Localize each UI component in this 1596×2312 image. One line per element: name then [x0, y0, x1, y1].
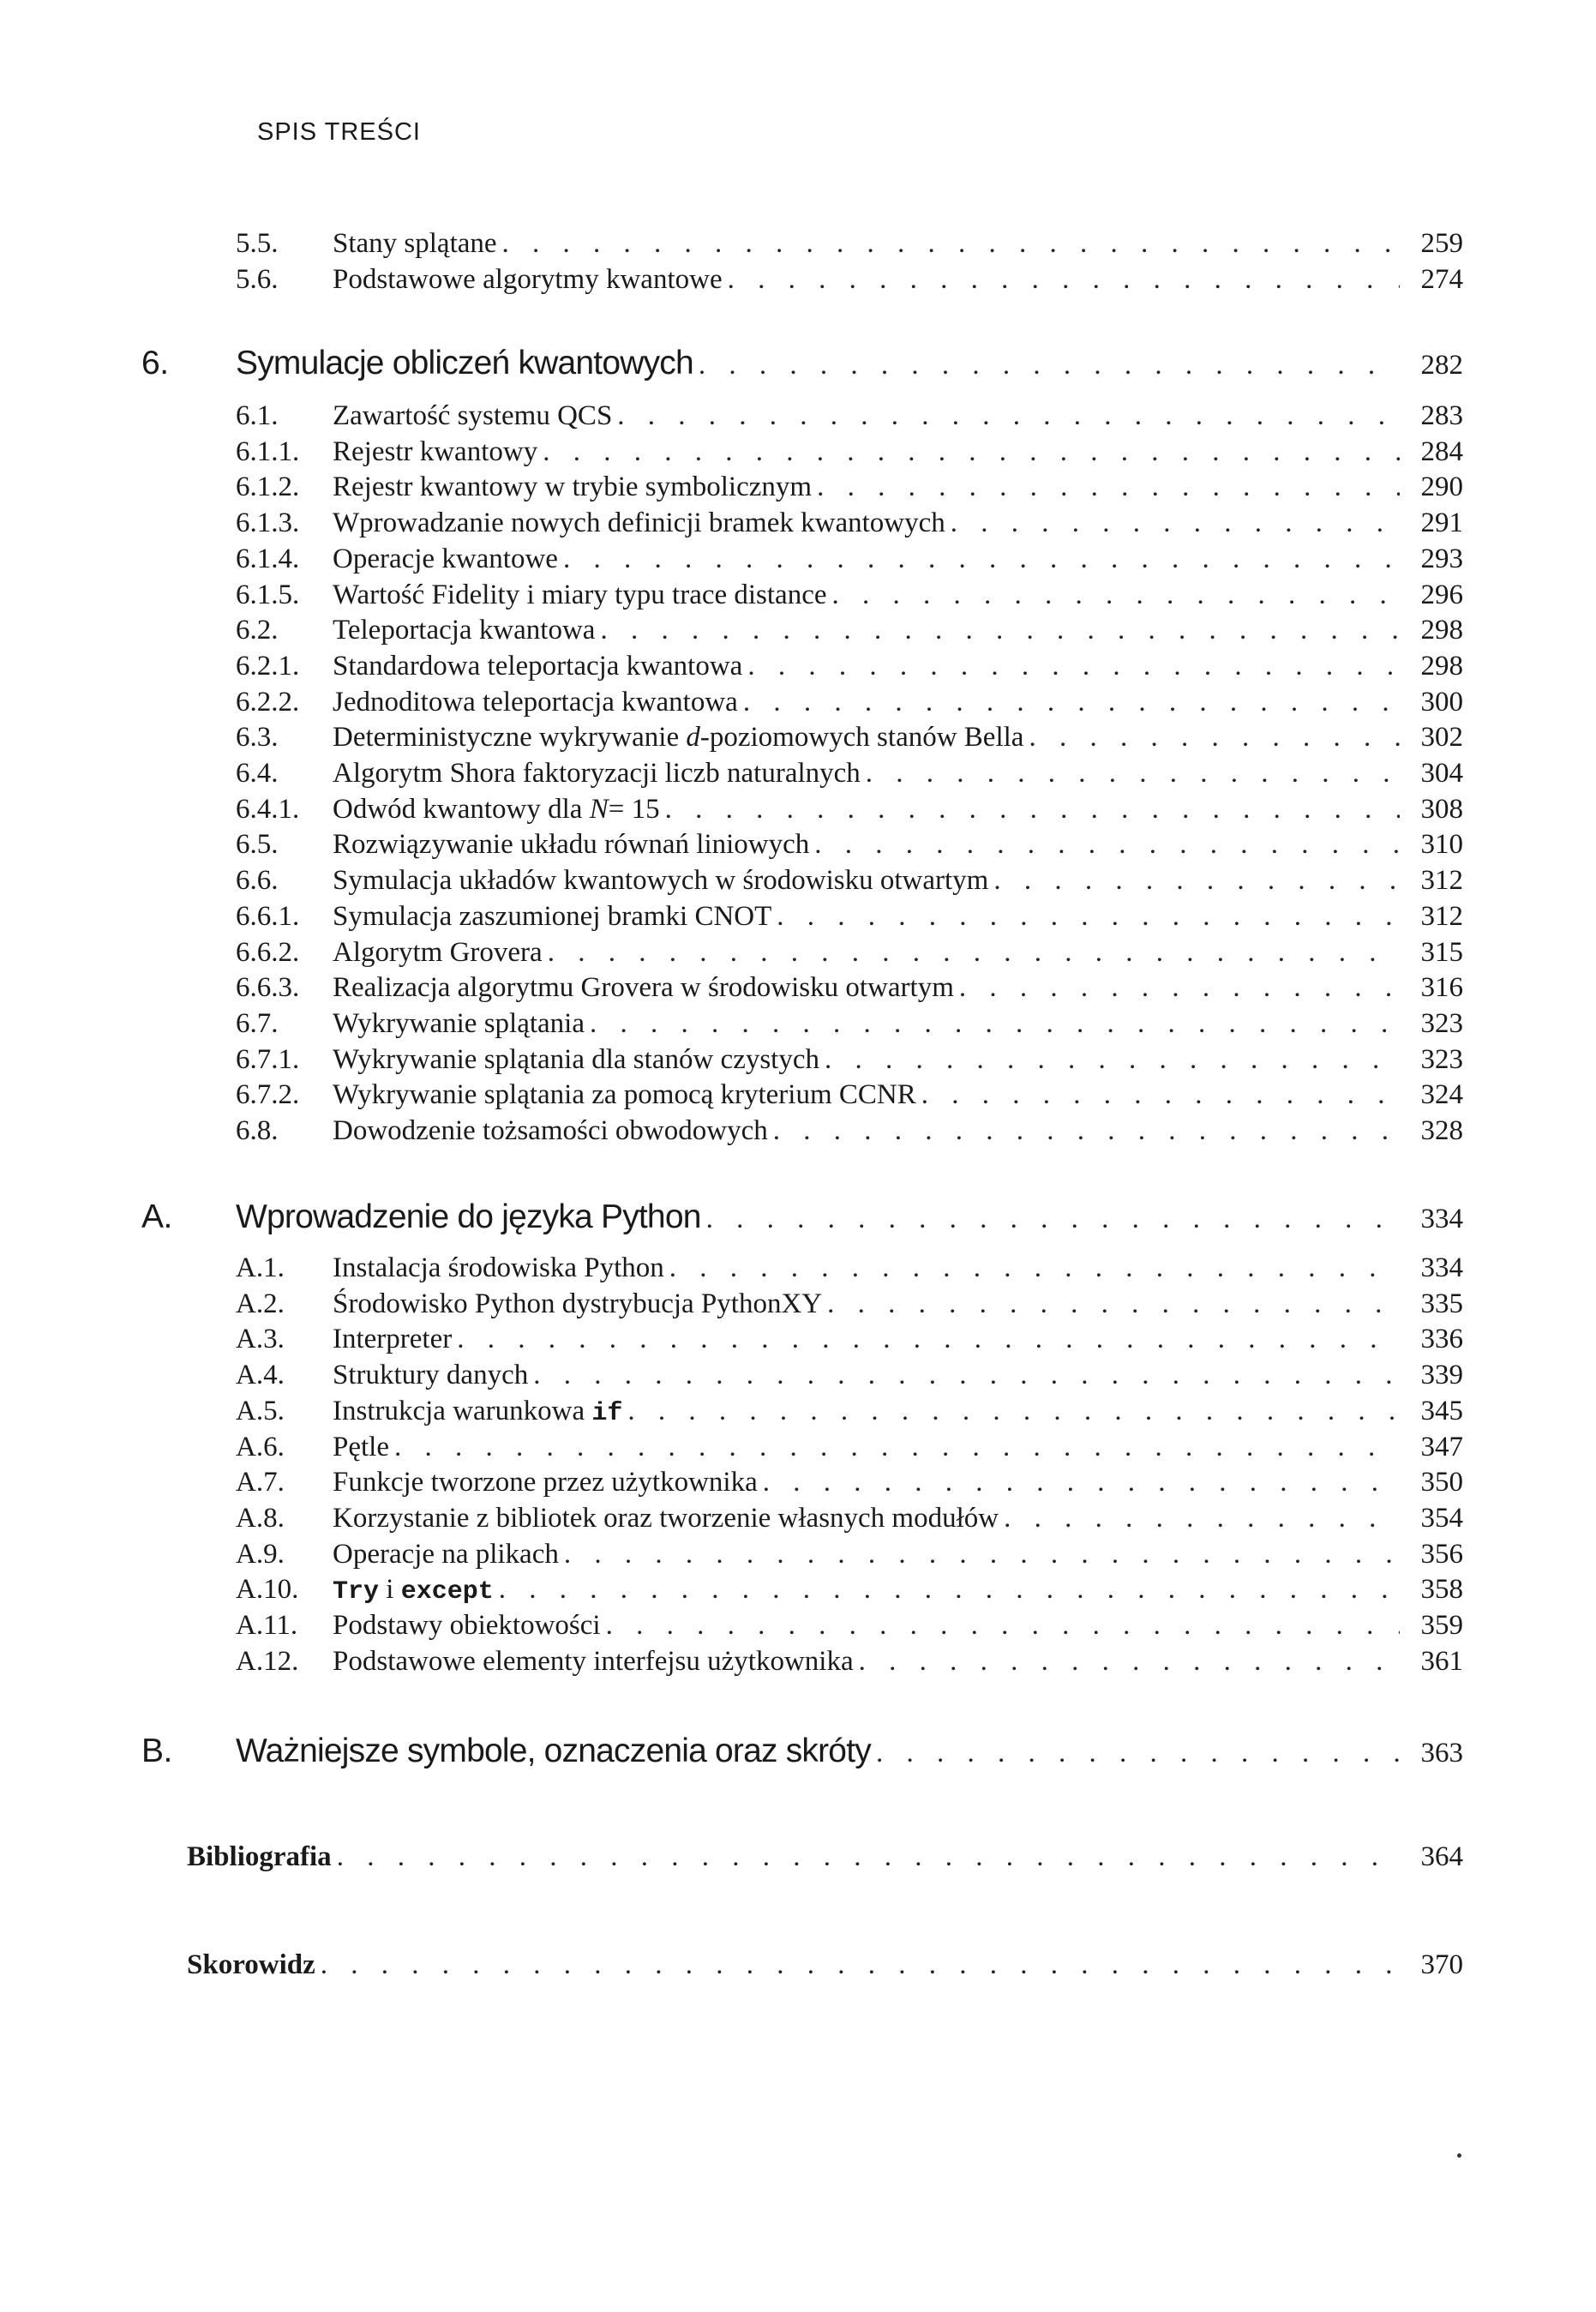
entry-number: 6.2.2. — [236, 686, 300, 718]
entry-title-row — [333, 934, 1463, 971]
entry-number: 6.4.1. — [236, 793, 300, 825]
dot-leader — [773, 1112, 1400, 1150]
math-variable: N — [589, 793, 609, 825]
dot-leader — [951, 504, 1400, 542]
entry-title-row — [333, 1112, 1463, 1150]
entry-title-text: Rejestr kwantowy — [333, 435, 538, 467]
toc-entry — [0, 1606, 1596, 1644]
entry-number: A.12. — [236, 1645, 299, 1677]
entry-title-text: Struktury danych — [333, 1360, 529, 1391]
entry-title — [333, 433, 537, 471]
page-number: 336 — [1420, 1324, 1463, 1355]
entry-title-text: = 15 — [608, 793, 660, 825]
entry-title-row — [333, 826, 1463, 863]
entry-title-row — [333, 397, 1463, 435]
dot-leader — [617, 397, 1400, 435]
toc-entry — [0, 754, 1596, 792]
toc-entry — [0, 1285, 1596, 1323]
entry-title — [333, 1285, 822, 1323]
entry-title-row — [236, 345, 1463, 384]
toc-entry — [0, 934, 1596, 971]
math-variable: d — [686, 722, 700, 754]
entry-title-row — [333, 683, 1463, 721]
entry-title-text: Jednoditowa teleportacja kwantowa — [333, 686, 738, 718]
dot-leader — [564, 1535, 1400, 1573]
entry-number: 6.6.2. — [236, 936, 300, 968]
entry-title-row — [333, 1642, 1463, 1680]
entry-number: 6.1.5. — [236, 579, 300, 610]
toc-entry — [0, 1041, 1596, 1078]
toc-entry — [0, 1463, 1596, 1501]
entry-title-row — [333, 1356, 1463, 1394]
entry-title-row — [333, 540, 1463, 578]
toc-entry — [0, 611, 1596, 649]
entry-number: B. — [141, 1732, 172, 1769]
entry-title — [236, 345, 693, 382]
entry-title-text: Środowisko Python dystrybucja PythonXY — [333, 1288, 823, 1319]
page-number: 259 — [1420, 228, 1463, 259]
toc-entry — [0, 826, 1596, 863]
toc-entry — [0, 433, 1596, 471]
entry-title-row — [333, 1392, 1463, 1432]
entry-number: 6.1.1. — [236, 435, 300, 467]
entry-title — [333, 1392, 622, 1432]
page-number: 282 — [1420, 350, 1463, 381]
entry-number: 6.7.2. — [236, 1079, 300, 1111]
entry-title-row — [333, 1005, 1463, 1042]
entry-title — [333, 540, 558, 578]
page-number: 339 — [1420, 1360, 1463, 1391]
dot-leader — [699, 346, 1400, 384]
dot-leader — [817, 468, 1400, 506]
entry-title-row — [333, 433, 1463, 471]
running-head: SPIS TREŚCI — [257, 118, 421, 146]
dot-leader — [457, 1320, 1400, 1358]
entry-title-text: Symulacja zaszumionej bramki CNOT — [333, 900, 772, 932]
entry-number: 6.1. — [236, 400, 279, 431]
page-number: 358 — [1420, 1574, 1463, 1606]
entry-title-text: Wartość Fidelity i miary typu trace distance — [333, 579, 827, 610]
entry-number: 6.1.4. — [236, 543, 300, 574]
toc-entry — [0, 1076, 1596, 1114]
entry-title-text: Rozwiązywanie układu równań liniowych — [333, 829, 810, 861]
dot-leader — [959, 969, 1400, 1006]
toc-entry — [0, 1570, 1596, 1608]
toc-entry — [0, 261, 1596, 298]
entry-number: 6.5. — [236, 829, 279, 861]
dot-leader — [743, 683, 1400, 721]
entry-title-text: Dowodzenie tożsamości obwodowych — [333, 1115, 768, 1146]
entry-title — [333, 576, 827, 614]
entry-title-row — [333, 1463, 1463, 1501]
entry-title — [333, 611, 595, 649]
entry-title-text: Stany splątane — [333, 228, 497, 259]
entry-title — [333, 468, 812, 506]
entry-title — [333, 826, 809, 863]
page-number: 310 — [1420, 829, 1463, 861]
entry-title — [333, 1642, 854, 1680]
toc-entry — [0, 718, 1596, 756]
dot-leader — [563, 540, 1400, 578]
entry-number: A.4. — [236, 1360, 285, 1391]
dot-leader — [499, 1570, 1400, 1608]
toc-entry — [0, 647, 1596, 685]
toc-entry — [0, 969, 1596, 1006]
entry-number: 6. — [141, 345, 169, 381]
entry-title-text: Rejestr kwantowy w trybie symbolicznym — [333, 471, 813, 503]
entry-title-row — [333, 504, 1463, 542]
entry-title-row — [333, 611, 1463, 649]
dot-leader — [825, 1041, 1400, 1078]
dot-leader — [533, 1356, 1400, 1394]
entry-title-row — [333, 1285, 1463, 1323]
entry-number: 6.4. — [236, 758, 279, 789]
entry-title — [333, 1356, 528, 1394]
entry-title-row — [187, 1946, 1463, 1984]
entry-number: A.6. — [236, 1431, 285, 1462]
toc-entry — [0, 468, 1596, 506]
page-number: 298 — [1420, 615, 1463, 646]
toc-entry — [0, 1320, 1596, 1358]
entry-title — [333, 862, 988, 899]
print-speck — [1457, 2153, 1461, 2158]
entry-title — [333, 898, 771, 935]
entry-title-text: Symulacja układów kwantowych w środowisku otwartym — [333, 865, 989, 897]
entry-title-text: -poziomowych stanów Bella — [699, 722, 1024, 754]
entry-number: A.3. — [236, 1324, 285, 1355]
entry-title-text: Wykrywanie splątania za pomocą kryterium CCNR — [333, 1079, 916, 1111]
dot-leader — [993, 862, 1400, 899]
toc-entry — [0, 1535, 1596, 1573]
dot-leader — [866, 754, 1400, 792]
entry-title-text: Instalacja środowiska Python — [333, 1252, 664, 1283]
dot-leader — [627, 1392, 1400, 1430]
page-number: 334 — [1420, 1252, 1463, 1283]
entry-title-text: Wprowadzanie nowych definicji bramek kwantowych — [333, 507, 945, 539]
toc-entry — [0, 1499, 1596, 1537]
entry-title — [333, 397, 612, 435]
entry-title-row — [333, 225, 1463, 262]
page-number: 361 — [1420, 1645, 1463, 1677]
entry-title-text: Interpreter — [333, 1324, 453, 1355]
page-number: 323 — [1420, 1007, 1463, 1039]
entry-title — [236, 1198, 701, 1236]
dot-leader — [832, 576, 1400, 614]
toc-entry — [0, 1198, 1596, 1236]
entry-title — [333, 718, 1023, 756]
entry-title — [333, 1463, 758, 1501]
page-number: 347 — [1420, 1431, 1463, 1462]
entry-number: A.1. — [236, 1252, 285, 1283]
entry-number: 6.2.1. — [236, 650, 300, 682]
dot-leader — [921, 1076, 1400, 1114]
toc-entry — [0, 1946, 1596, 1984]
dot-leader — [777, 898, 1400, 935]
entry-number: 6.7.1. — [236, 1043, 300, 1075]
code-keyword: Try — [333, 1577, 380, 1607]
entry-title — [333, 969, 954, 1006]
entry-title-row — [333, 1249, 1463, 1287]
entry-title — [333, 1606, 601, 1644]
entry-title-row — [333, 898, 1463, 935]
entry-title-text: Instrukcja warunkowa — [333, 1395, 592, 1426]
entry-number: 6.2. — [236, 615, 279, 646]
dot-leader — [814, 826, 1400, 863]
entry-title-text: Operacje na plikach — [333, 1538, 559, 1570]
dot-leader — [394, 1428, 1400, 1466]
page-number: 323 — [1420, 1043, 1463, 1075]
page-number: 315 — [1420, 936, 1463, 968]
page-number: 316 — [1420, 972, 1463, 1004]
entry-title-text: Operacje kwantowe — [333, 543, 558, 574]
entry-title-row — [333, 718, 1463, 756]
entry-title — [333, 790, 660, 828]
entry-title-text: Realizacja algorytmu Grovera w środowisku otwartym — [333, 972, 954, 1004]
entry-title-row — [187, 1838, 1463, 1876]
page-number: 293 — [1420, 543, 1463, 574]
entry-title-text: Skorowidz — [187, 1949, 315, 1980]
entry-number: 6.6.1. — [236, 900, 300, 932]
code-keyword: if — [591, 1398, 623, 1428]
page-number: 300 — [1420, 686, 1463, 718]
entry-title-text: Korzystanie z bibliotek oraz tworzenie własnych modułów — [333, 1502, 999, 1534]
dot-leader — [548, 934, 1400, 971]
entry-title-row — [333, 1606, 1463, 1644]
page-number: 335 — [1420, 1288, 1463, 1319]
entry-title-text: Deterministyczne wykrywanie — [333, 722, 687, 754]
dot-leader — [669, 1249, 1400, 1287]
page-number: 298 — [1420, 650, 1463, 682]
page-number: 359 — [1420, 1610, 1463, 1641]
entry-number: 6.6. — [236, 865, 279, 897]
entry-number: A.10. — [236, 1574, 299, 1606]
page-number: 334 — [1420, 1204, 1463, 1234]
entry-title-text: Bibliografia — [187, 1841, 332, 1872]
dot-leader — [876, 1734, 1400, 1772]
toc-entry — [0, 576, 1596, 614]
entry-title — [333, 754, 861, 792]
entry-number: A.7. — [236, 1467, 285, 1498]
toc-entry — [0, 504, 1596, 542]
page-number: 296 — [1420, 579, 1463, 610]
entry-title-text: Algorytm Grovera — [333, 936, 543, 968]
page-number: 370 — [1420, 1949, 1463, 1980]
dot-leader — [606, 1606, 1400, 1644]
entry-title — [333, 1112, 768, 1150]
page-number: 363 — [1420, 1738, 1463, 1769]
dot-leader — [827, 1285, 1400, 1323]
entry-title-text: Teleportacja kwantowa — [333, 615, 596, 646]
toc-entry — [0, 1249, 1596, 1287]
toc-entry — [0, 1112, 1596, 1150]
entry-title-row — [333, 790, 1463, 828]
entry-title — [333, 261, 723, 298]
entry-title — [333, 1005, 585, 1042]
entry-title — [333, 1249, 664, 1287]
entry-title — [333, 1428, 389, 1466]
entry-title — [333, 1535, 559, 1573]
entry-title-row — [333, 261, 1463, 298]
page-number: 324 — [1420, 1079, 1463, 1111]
entry-number: 6.1.2. — [236, 471, 300, 503]
entry-number: 5.6. — [236, 263, 279, 295]
toc-entry — [0, 1005, 1596, 1042]
entry-number: 6.8. — [236, 1115, 279, 1146]
page-number: 283 — [1420, 400, 1463, 431]
entry-title-text: Pętle — [333, 1431, 389, 1462]
entry-title — [333, 1570, 494, 1611]
entry-title-row — [333, 969, 1463, 1006]
entry-title-text: i — [379, 1574, 401, 1606]
dot-leader — [728, 261, 1400, 298]
toc-entry — [0, 1428, 1596, 1466]
entry-title-text: Wykrywanie splątania — [333, 1007, 585, 1039]
entry-title — [333, 1499, 999, 1537]
entry-title-row — [333, 1570, 1463, 1611]
entry-title-row — [333, 1076, 1463, 1114]
dot-leader — [859, 1642, 1400, 1680]
entry-title-text: Wykrywanie splątania dla stanów czystych — [333, 1043, 819, 1075]
dot-leader — [747, 647, 1400, 685]
entry-title — [333, 1076, 916, 1114]
toc-entry — [0, 790, 1596, 828]
entry-title-text: Podstawowe elementy interfejsu użytkownika — [333, 1645, 854, 1677]
entry-title — [187, 1838, 332, 1876]
entry-number: A.9. — [236, 1538, 285, 1570]
page-number: 308 — [1420, 793, 1463, 825]
entry-title-text: Podstawy obiektowości — [333, 1610, 601, 1641]
entry-title-text: Funkcje tworzone przez użytkownika — [333, 1467, 758, 1498]
entry-number: A.11. — [236, 1610, 298, 1641]
page-number: 356 — [1420, 1538, 1463, 1570]
dot-leader — [321, 1946, 1400, 1984]
entry-title-text: Wprowadzenie do języka Python — [236, 1198, 701, 1235]
entry-title-text: Algorytm Shora faktoryzacji liczb naturalnych — [333, 758, 861, 789]
dot-leader — [600, 611, 1400, 649]
toc-entry — [0, 1356, 1596, 1394]
entry-title-text: Ważniejsze symbole, oznaczenia oraz skróty — [236, 1732, 871, 1769]
page-number: 350 — [1420, 1467, 1463, 1498]
page-number: 364 — [1420, 1841, 1463, 1872]
dot-leader — [590, 1005, 1400, 1042]
entry-title — [333, 683, 738, 721]
entry-title-text: Zawartość systemu QCS — [333, 400, 613, 431]
dot-leader — [543, 433, 1400, 471]
dot-leader — [337, 1838, 1400, 1876]
dot-leader — [665, 790, 1400, 828]
toc-entry — [0, 898, 1596, 935]
toc-entry — [0, 862, 1596, 899]
page-number: 291 — [1420, 507, 1463, 539]
entry-title-text: Podstawowe algorytmy kwantowe — [333, 263, 723, 295]
entry-title — [333, 225, 497, 262]
entry-number: 5.5. — [236, 228, 279, 259]
entry-number: 6.7. — [236, 1007, 279, 1039]
toc-entry — [0, 345, 1596, 382]
entry-title-row — [333, 1535, 1463, 1573]
page-number: 312 — [1420, 865, 1463, 897]
toc-entry — [0, 1392, 1596, 1430]
toc-entry — [0, 397, 1596, 435]
toc-entry — [0, 683, 1596, 721]
entry-title — [333, 1320, 452, 1358]
entry-title-row — [333, 576, 1463, 614]
toc-entry — [0, 1838, 1596, 1876]
entry-title-row — [333, 1041, 1463, 1078]
entry-number: 6.6.3. — [236, 972, 300, 1004]
entry-number: 6.1.3. — [236, 507, 300, 539]
entry-number: A.5. — [236, 1395, 285, 1426]
entry-title-text: Odwód kwantowy dla — [333, 793, 590, 825]
entry-title — [333, 1041, 819, 1078]
page-number: 312 — [1420, 900, 1463, 932]
page-number: 290 — [1420, 471, 1463, 503]
code-keyword: except — [400, 1577, 494, 1607]
page-number: 304 — [1420, 758, 1463, 789]
page-number: 345 — [1420, 1395, 1463, 1426]
entry-title-row — [333, 647, 1463, 685]
entry-number: A.2. — [236, 1288, 285, 1319]
entry-title — [333, 647, 742, 685]
entry-number: 6.3. — [236, 722, 279, 754]
dot-leader — [706, 1200, 1400, 1238]
toc-entry — [0, 540, 1596, 578]
entry-number: A.8. — [236, 1502, 285, 1534]
toc-entry — [0, 1642, 1596, 1680]
dot-leader — [763, 1463, 1400, 1501]
entry-title-text: Symulacje obliczeń kwantowych — [236, 345, 693, 381]
entry-title — [236, 1732, 871, 1770]
entry-title-row — [236, 1198, 1463, 1238]
page-number: 328 — [1420, 1115, 1463, 1146]
entry-title — [333, 934, 543, 971]
entry-title-row — [236, 1732, 1463, 1772]
entry-title-row — [333, 1320, 1463, 1358]
entry-title-row — [333, 862, 1463, 899]
dot-leader — [1029, 718, 1400, 756]
toc-entry — [0, 225, 1596, 262]
entry-title — [187, 1946, 315, 1984]
entry-title-row — [333, 1428, 1463, 1466]
page-number: 274 — [1420, 263, 1463, 295]
entry-title-text: Standardowa teleportacja kwantowa — [333, 650, 743, 682]
toc-entry — [0, 1732, 1596, 1770]
entry-title-row — [333, 754, 1463, 792]
dot-leader — [502, 225, 1400, 262]
page-number: 354 — [1420, 1502, 1463, 1534]
dot-leader — [1004, 1499, 1400, 1537]
entry-title-row — [333, 1499, 1463, 1537]
entry-title — [333, 504, 945, 542]
entry-title-row — [333, 468, 1463, 506]
entry-number: A. — [141, 1198, 172, 1235]
page-number: 302 — [1420, 722, 1463, 754]
page-number: 284 — [1420, 435, 1463, 467]
